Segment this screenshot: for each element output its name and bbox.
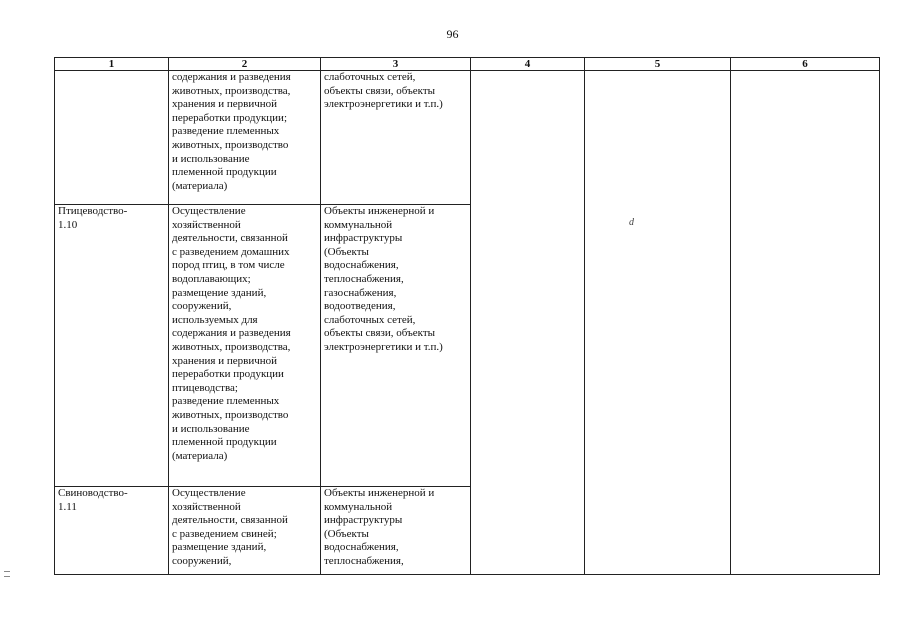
column-header-1: 1 bbox=[55, 58, 169, 71]
table-header-row bbox=[55, 58, 880, 71]
row-3-description: Осуществление хозяйственной деятельности, связанной с разведением свиней; размещение зданий, сооружений, bbox=[169, 487, 321, 575]
row-1-permitted-objects: слаботочных сетей, объекты связи, объекты электроэнергетики и т.п.) bbox=[321, 71, 471, 205]
page-number: 96 bbox=[446, 27, 459, 41]
row-1-description: содержания и разведения животных, производства, хранения и первичной переработки продукции; разведение племенных животных, производство и использование племенной продукции (материала) bbox=[169, 71, 321, 205]
row-3-permitted-objects: Объекты инженерной и коммунальной инфраструктуры (Объекты водоснабжения, теплоснабжения, bbox=[321, 487, 471, 575]
row-3-code: Свиноводство- 1.11 bbox=[55, 487, 169, 575]
row-2-description: Осуществление хозяйственной деятельности, связанной с разведением домашних пород птиц, в том числе водоплавающих; размещение зданий, сооружений, используемых для содержания и разведения животных, производства, хранения и первичной переработки продукции птицеводства; разведение племенных животных, производство и использование племенной продукции (материала) bbox=[169, 205, 321, 487]
column-header-3: 3 bbox=[321, 58, 471, 71]
scan-artifact bbox=[4, 571, 10, 572]
land-use-table bbox=[54, 57, 880, 575]
row-2-code: Птицеводство- 1.10 bbox=[55, 205, 169, 487]
column-6-cell bbox=[731, 71, 880, 575]
column-5-cell bbox=[585, 71, 731, 575]
table-row bbox=[55, 71, 880, 205]
column-header-5: 5 bbox=[585, 58, 731, 71]
row-2-permitted-objects: Объекты инженерной и коммунальной инфраструктуры (Объекты водоснабжения, теплоснабжения, газоснабжения, водоотведения, слаботочных сетей, объекты связи, объекты электроэнергетики и т.п.) bbox=[321, 205, 471, 487]
column-header-4: 4 bbox=[471, 58, 585, 71]
scan-artifact bbox=[4, 576, 10, 577]
column-header-2: 2 bbox=[169, 58, 321, 71]
row-1-code bbox=[55, 71, 169, 205]
column-header-6: 6 bbox=[731, 58, 880, 71]
handwritten-mark: d bbox=[629, 217, 634, 228]
column-4-cell bbox=[471, 71, 585, 575]
